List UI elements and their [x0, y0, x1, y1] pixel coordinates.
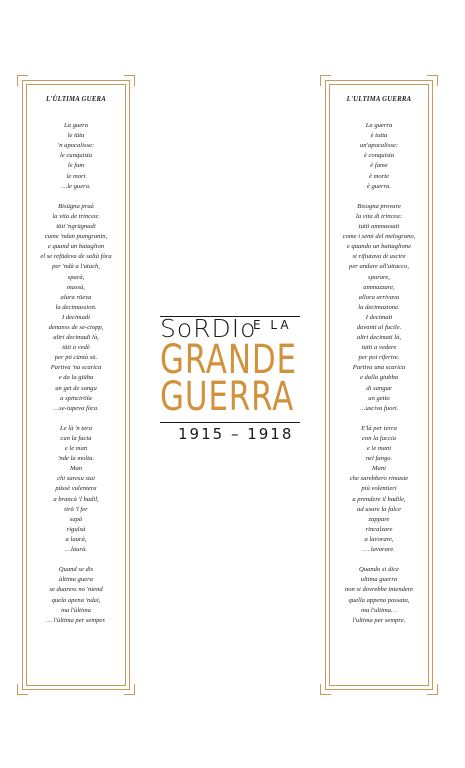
- poem-line: e da la giüba: [58, 374, 94, 382]
- poem-line: è morte: [369, 172, 389, 180]
- poem-line: massà,: [66, 283, 86, 291]
- poem-line: un get de sangu: [55, 384, 97, 392]
- poem-line: La guera: [64, 122, 88, 130]
- logo-rule-bottom: [160, 422, 300, 423]
- poem-line: …usciva fuori.: [359, 404, 399, 412]
- poem-line: Quando si dice: [359, 566, 399, 574]
- left-poem-panel: [22, 80, 130, 690]
- poem-line: per 'ndà a l'atach,: [52, 263, 100, 271]
- poem-stanza: [23, 424, 129, 555]
- frame-corner: [17, 684, 28, 695]
- poem-line: tutti ammassati: [358, 223, 400, 231]
- poem-line: La guerra: [365, 122, 393, 130]
- poem-line: ùltima guera: [59, 576, 93, 584]
- poem-line: come i semi del melograno,: [342, 233, 416, 241]
- poem-line: Partiva 'na scarica: [50, 364, 102, 372]
- poem-line: Bisogna provare: [357, 202, 401, 210]
- poem-line: denanss de se-ciopp,: [48, 323, 104, 331]
- poem-line: la decimazione.: [358, 303, 400, 311]
- poem-line: per poi riferire.: [358, 354, 400, 362]
- poem-line: se duaress no 'ntend: [49, 586, 103, 594]
- poem-line: a spinciröla: [60, 394, 92, 402]
- poem-line: per andare all'attacco,: [349, 263, 409, 271]
- poem-stanza: [326, 202, 432, 414]
- poem-line: altri decimadi là,: [53, 334, 99, 342]
- frame-corner: [124, 684, 135, 695]
- poem-line: a lavorare,: [364, 535, 394, 543]
- title-logo: [160, 312, 305, 452]
- poem-stanza: [23, 202, 129, 414]
- poem-line: ammazzare,: [363, 283, 395, 291]
- poem-stanza: [326, 424, 432, 555]
- poem-line: la vita di trincea:: [356, 212, 402, 220]
- poem-line: rincalzare: [365, 525, 393, 533]
- poem-line: 'nde la molta.: [57, 455, 95, 463]
- poem-line: le mort: [66, 172, 86, 180]
- poem-line: quela apena 'ndai,: [51, 596, 101, 604]
- poem-line: I decimati: [365, 313, 393, 321]
- poem-line: è tutta: [370, 132, 388, 140]
- poem-line: si rifiutava di uscire: [352, 253, 406, 261]
- poem-line: Le là 'n tera: [60, 424, 92, 432]
- poem-line: ad usare la falce: [357, 505, 401, 513]
- left-poem: [23, 95, 129, 636]
- poem-line: tüti 'ngrügnadi: [56, 223, 96, 231]
- logo-grande: GRANDE: [160, 337, 297, 383]
- poem-line: … l'ùltima per semper.: [46, 616, 106, 624]
- poem-line: altri decimati là,: [356, 334, 402, 342]
- poem-line: el se refüdeva de saltà fòra: [40, 253, 112, 261]
- poem-line: più volentieri: [361, 485, 397, 493]
- poem-line: e quand un bataglion: [47, 243, 105, 251]
- poem-line: e le man: [64, 445, 88, 453]
- right-poem: [326, 95, 432, 636]
- poem-line: l'ultima per sempre.: [352, 616, 406, 624]
- poem-line: è guerra.: [366, 182, 392, 190]
- poem-line: E'là per terra: [361, 424, 397, 432]
- poem-line: è conquista: [363, 152, 395, 160]
- poem-line: la vita de trincea:: [52, 212, 100, 220]
- right-poem-title: L'ULTIMA GUERRA: [346, 96, 412, 103]
- poem-line: e le mani: [366, 445, 392, 453]
- poem-line: I decimadi: [61, 313, 90, 321]
- poem-line: alura rüeva: [60, 293, 92, 301]
- poem-line: Bisügna pruà: [58, 202, 94, 210]
- poem-line: sparà,: [67, 273, 85, 281]
- poem-line: che sarebbero rimaste: [349, 475, 409, 483]
- frame-corner: [427, 684, 438, 695]
- poem-line: a brancà 'l badil,: [53, 495, 99, 503]
- poem-line: le cunquista: [59, 152, 93, 160]
- poem-line: tutti a vedere: [361, 344, 397, 352]
- poem-line: …le guera.: [61, 182, 91, 190]
- poem-stanza: [23, 565, 129, 626]
- poem-line: un'apocalisse:: [359, 142, 399, 150]
- poem-line: le tüta: [67, 132, 85, 140]
- logo-guerra: GUERRA: [160, 374, 295, 420]
- poem-line: … lavorare.: [363, 546, 395, 554]
- logo-e-la: E LA: [253, 318, 292, 332]
- poem-line: …se-iupeva fòra.: [53, 404, 99, 412]
- poem-line: e quando un battaglione: [346, 243, 412, 251]
- poem-line: ultima guerra: [360, 576, 398, 584]
- poem-line: Man: [69, 465, 83, 473]
- frame-corner: [124, 75, 135, 86]
- poem-line: cun la facia: [60, 435, 92, 442]
- frame-corner: [17, 75, 28, 86]
- poem-line: a laurà,: [65, 535, 87, 543]
- poem-line: …laurà.: [65, 546, 87, 554]
- left-poem-title: L'ÙLTIMA GUERA: [46, 96, 106, 103]
- poem-line: le fam: [67, 162, 85, 170]
- poem-line: chi saresu stai: [57, 475, 95, 483]
- poem-line: quella appena passata,: [348, 596, 410, 604]
- poem-stanza: [23, 121, 129, 192]
- poem-line: di sangue: [366, 384, 392, 392]
- poem-line: la decimassion.: [55, 303, 97, 311]
- poem-stanza: [326, 565, 432, 626]
- poem-line: con la faccia: [361, 435, 397, 442]
- poem-line: tirà 'l fer: [64, 505, 88, 513]
- poem-stanza: [326, 121, 432, 192]
- poem-line: nel fango.: [365, 455, 393, 463]
- frame-corner: [320, 75, 331, 86]
- frame-corner: [320, 684, 331, 695]
- right-poem-panel: [325, 80, 433, 690]
- poem-line: püssè vulentera: [55, 485, 97, 493]
- poem-line: è fame: [370, 162, 388, 170]
- frame-corner: [427, 75, 438, 86]
- poem-line: davanti al fucile.: [356, 323, 402, 331]
- poem-line: non si dovrebbe intendere: [344, 586, 414, 594]
- poem-line: Mani: [372, 465, 386, 473]
- logo-sordio: SoRDIo: [160, 314, 257, 343]
- poem-line: un getto: [368, 394, 390, 402]
- poem-line: ma l'ultima…: [361, 606, 397, 614]
- poem-line: a prendere il badile,: [352, 495, 406, 503]
- poem-line: ma l'ùltima: [61, 606, 91, 614]
- poem-line: sparare,: [368, 273, 390, 281]
- poem-line: rigulsà: [66, 525, 86, 533]
- poem-line: zappare: [368, 515, 390, 523]
- logo-years: 1915 – 1918: [178, 425, 294, 443]
- poem-line: sapà: [69, 515, 83, 523]
- poem-line: Quand se dis: [58, 566, 94, 574]
- poem-line: per pö cüntà sü.: [54, 354, 98, 362]
- poem-line: Partiva una scarica: [352, 364, 406, 372]
- poem-line: tüti a vedè: [62, 344, 90, 352]
- poem-line: e dalla giubba: [359, 374, 399, 382]
- poem-line: 'n apocalisse:: [57, 142, 95, 150]
- poem-line: cume 'ndun pumgranin,: [44, 233, 108, 241]
- poem-line: allora arrivava: [358, 293, 400, 301]
